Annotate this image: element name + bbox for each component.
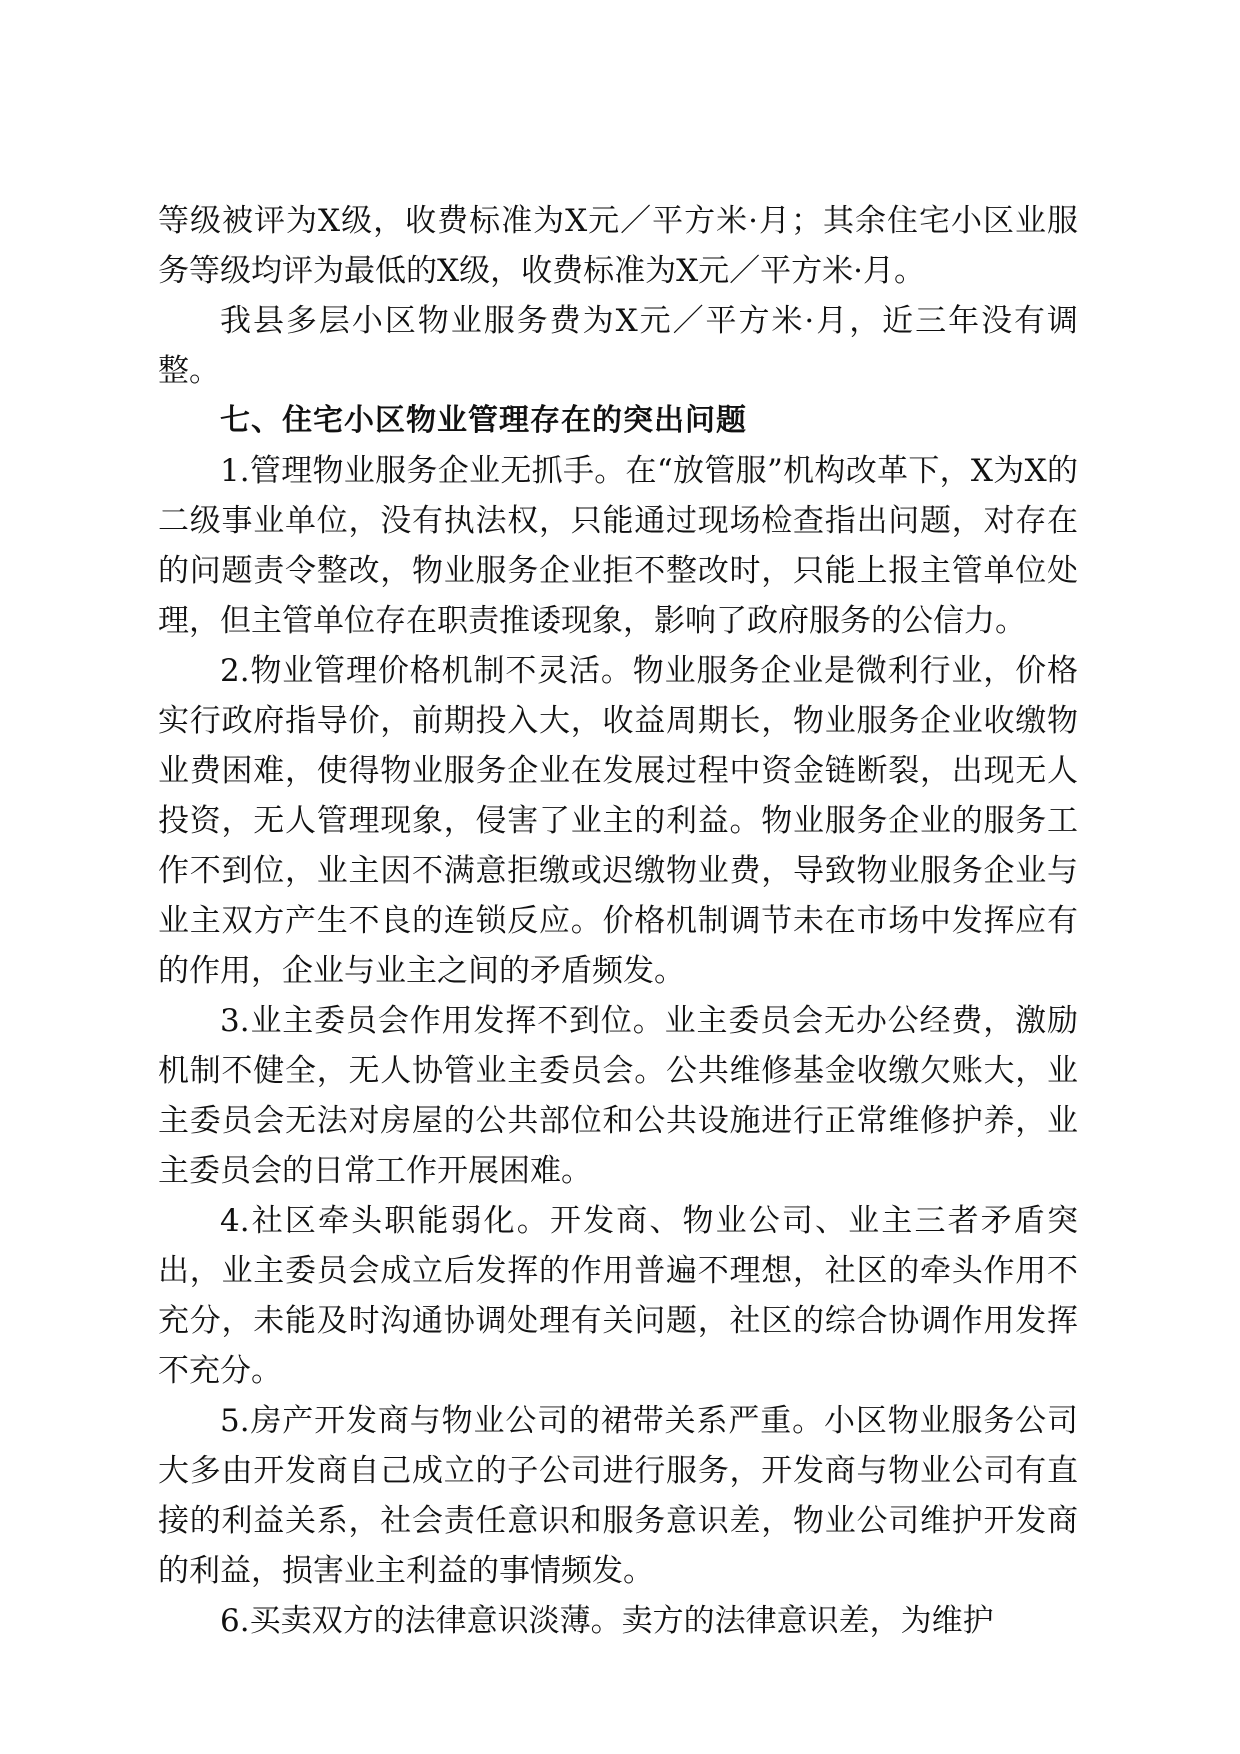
section-heading: 七、住宅小区物业管理存在的突出问题 — [220, 403, 747, 438]
paragraph-issue-4: 4.社区牵头职能弱化。开发商、物业公司、业主三者矛盾突出，业主委员会成立后发挥的作用普遍不理想，社区的牵头作用不充分，未能及时沟通协调处理有关问题，社区的综合协调作用发挥不充分。 — [158, 1203, 1078, 1389]
paragraph-issue-1: 1.管理物业服务企业无抓手。在“放管服”机构改革下，X为X的二级事业单位，没有执法权，只能通过现场检查指出问题，对存在的问题责令整改，物业服务企业拒不整改时，只能上报主管单位处理，但主管单位存在职责推诿现象，影响了政府服务的公信力。 — [158, 453, 1078, 639]
document-page — [158, 196, 1078, 1646]
paragraph-continuation: 等级被评为X级，收费标准为X元／平方米·月；其余住宅小区业服务等级均评为最低的X级，收费标准为X元／平方米·月。 — [158, 203, 1078, 289]
paragraph-issue-6: 6.买卖双方的法律意识淡薄。卖方的法律意识差，为维护 — [220, 1603, 994, 1639]
paragraph-issue-2: 2.物业管理价格机制不灵活。物业服务企业是微利行业，价格实行政府指导价，前期投入大，收益周期长，物业服务企业收缴物业费困难，使得物业服务企业在发展过程中资金链断裂，出现无人投资，无人管理现象，侵害了业主的利益。物业服务企业的服务工作不到位，业主因不满意拒缴或迟缴物业费，导致物业服务企业与业主双方产生不良的连锁反应。价格机制调节未在市场中发挥应有的作用，企业与业主之间的矛盾频发。 — [158, 653, 1078, 989]
paragraph-issue-3: 3.业主委员会作用发挥不到位。业主委员会无办公经费，激励机制不健全，无人协管业主委员会。公共维修基金收缴欠账大，业主委员会无法对房屋的公共部位和公共设施进行正常维修护养，业主委员会的日常工作开展困难。 — [158, 1003, 1078, 1189]
paragraph-fee-adjustment: 我县多层小区物业服务费为X元／平方米·月，近三年没有调整。 — [158, 303, 1078, 389]
paragraph-issue-5: 5.房产开发商与物业公司的裙带关系严重。小区物业服务公司大多由开发商自己成立的子公司进行服务，开发商与物业公司有直接的利益关系，社会责任意识和服务意识差，物业公司维护开发商的利益，损害业主利益的事情频发。 — [158, 1403, 1078, 1589]
